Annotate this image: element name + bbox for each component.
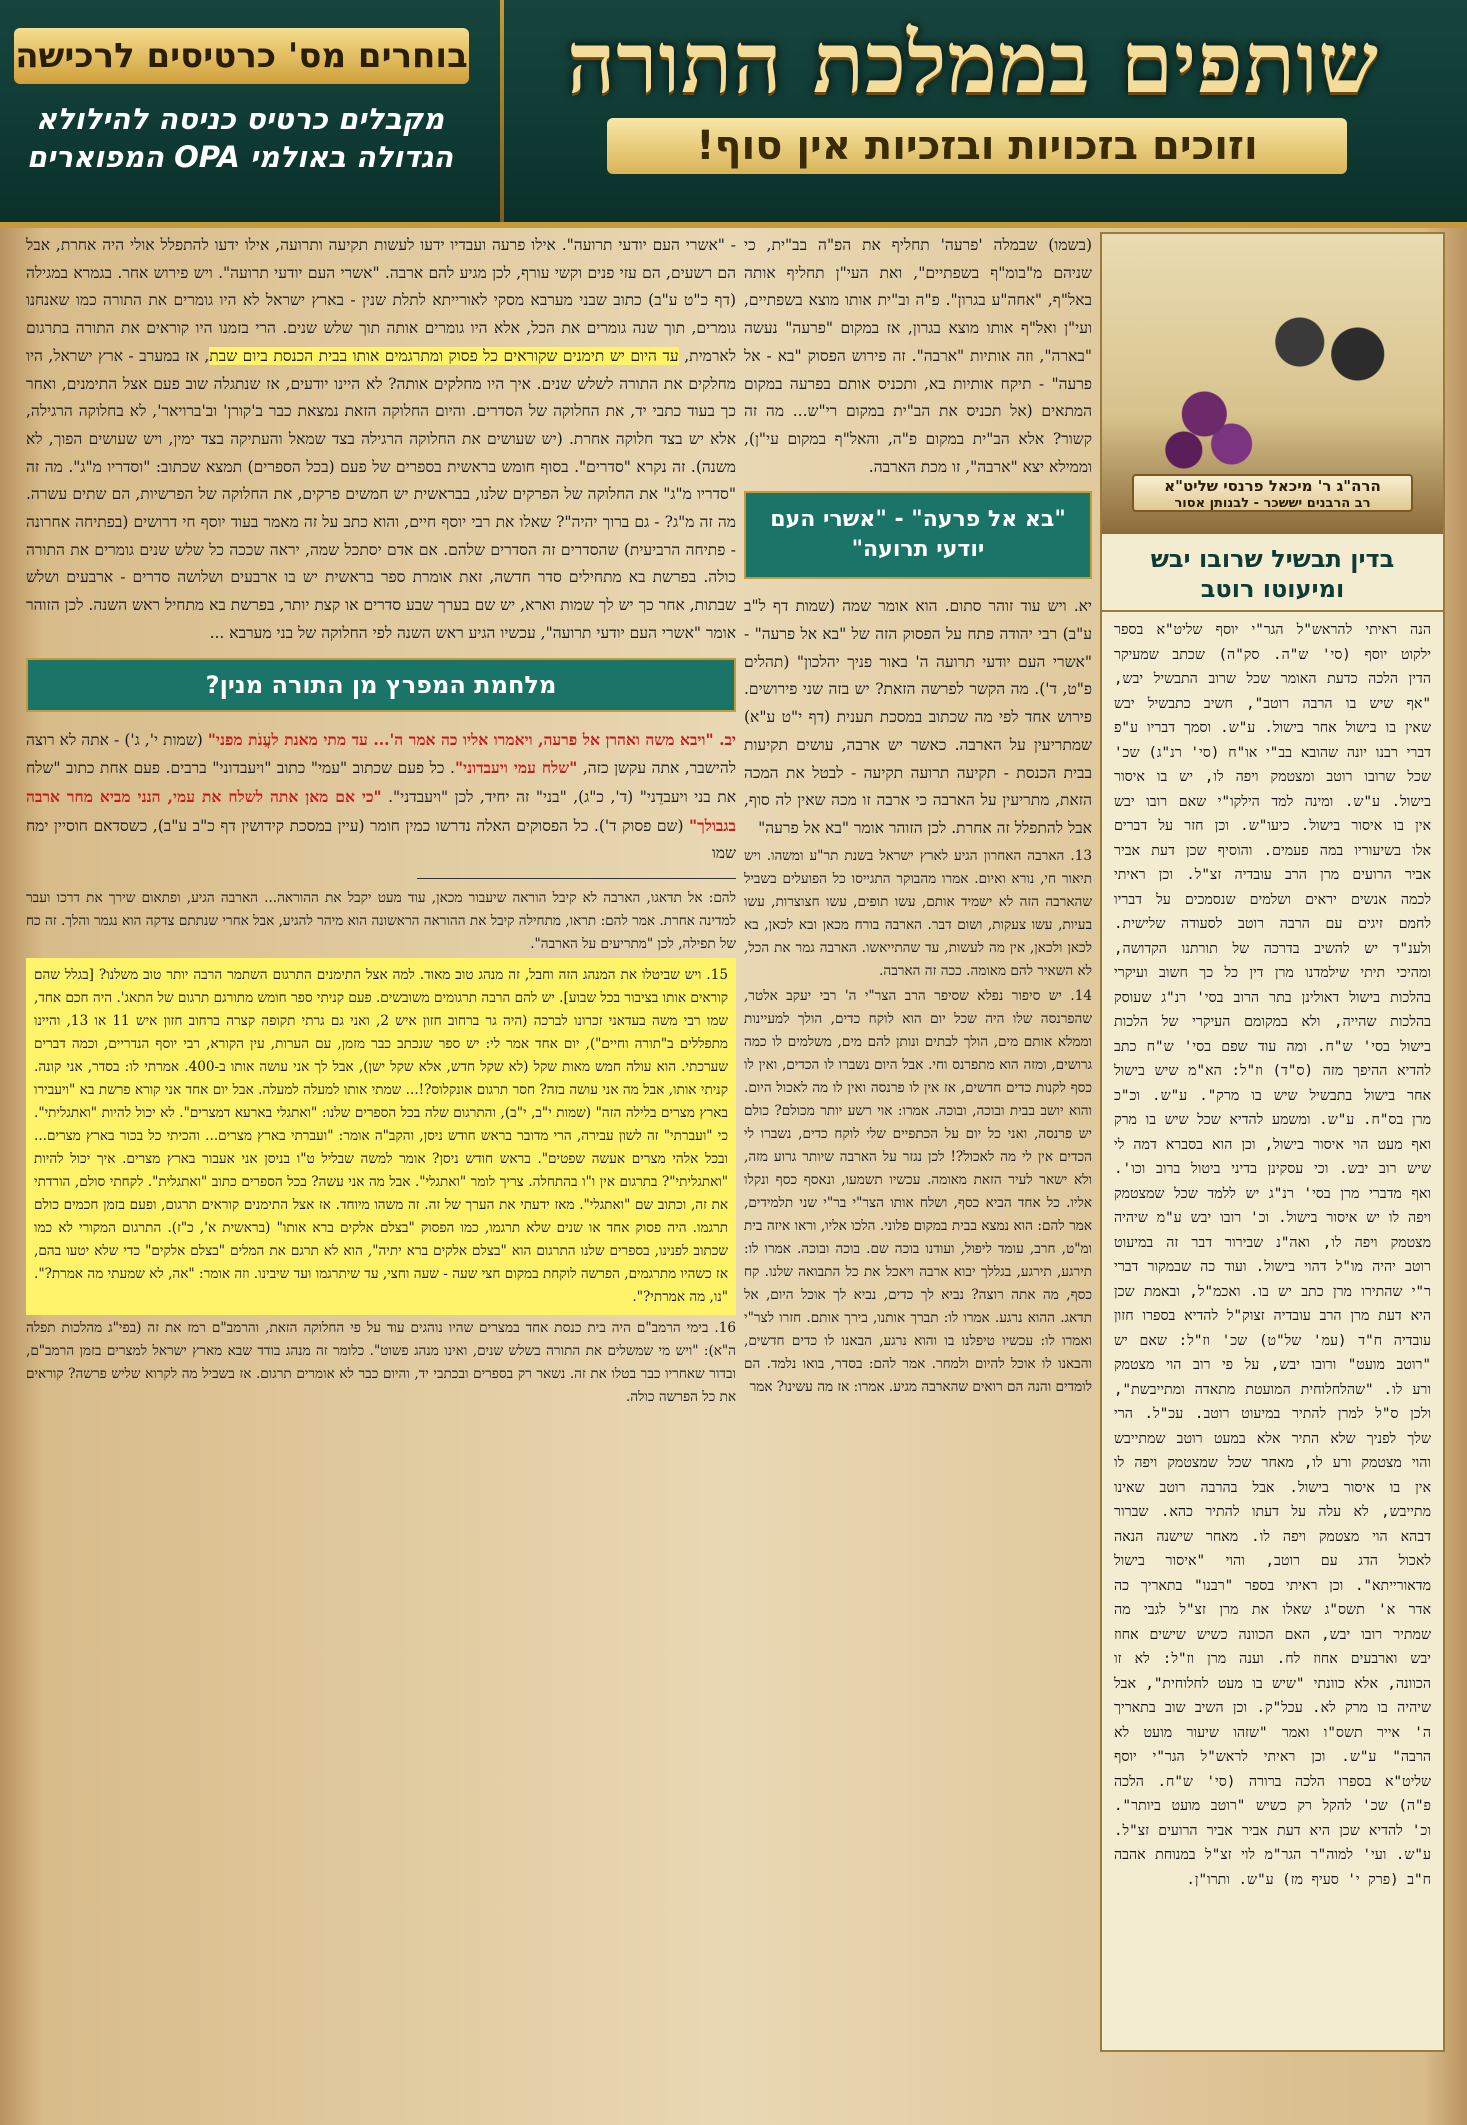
- sidebar-plaque-name: הרה"ג ר' מיכאל פרנסי שליט"א: [1164, 477, 1381, 495]
- sidebar-title: בדין תבשיל שרובו יבש ומיעוטו רוטב: [1102, 534, 1443, 612]
- left-p2-text: , אז במערב - ארץ ישראל, היו מחלקים את התורה לשלש שנים. איך היו מחלקים אותה? לא היינו יודעים, אז שנתגלה שוב פעם אצל התימנים, ואחר כך בעוד כתבי יד, את החלוקה של הסדרים. והיום החלוקה הזאת נמצאת כבר ב'קורן' וב'ברויאר', לא בחלוקה הרגילה, אלא יש בצד חלוקה אחרת. (יש שעושים את החלוקה הרגילה בצד שמאל והעתיקה בצד ימין, ויש שעושים הפוך, לא משנה). זה נקרא "סדרים". בסוף חומש בראשית בספרים של פעם (בכל הספרים) תמצא שכתוב: "וסדריו מ"ג". מה זה "סדריו מ"ג" את החלוקה של הפרקים שלנו, בבראשית יש חמשים פרקים, את החלוקה של הפרשיות, הם שתים עשרה. מה זה מ"ג? - גם ברוך יהיה"? שאלו את רבי יוסף חיים, והוא כתב על זה מאמר בעוד יוסף חי דרושים (בפתיחה אחרונה - פתיחה הרביעית) שהסדרים זה הסדרים שלהם. אם אדם יסתכל שמה, יראה שככה כל שלש שנים גומרים את התורה כולה. בפרשת בא מתחילים סדר חדשה, זאת אומרת ספר בראשית יש בו ארבעים ושלושה סדרים - ארבעים ושלש שבתות, אחר כך יש לך שמות וארא, יש שם בערך שבע סדרים או קצת יותר, בפרשת בא מתחיל ראש השנה. לכן הזוהר אומר "אשרי העם יודעי תרועה", עכשיו הגיע ראש השנה לפי החלוקה של בני מערבא ...: [26, 346, 736, 642]
- left-footnotes: [26, 887, 736, 1409]
- left-p1-highlight: עד היום יש תימנים שקוראים כל פסוק ומתרגמים אותו בבית הכנסת ביום שבת: [209, 346, 679, 365]
- banner-title: שותפים בממלכת התורה: [566, 13, 1380, 112]
- sidebar-plaque: [1132, 474, 1413, 512]
- left-column: [26, 232, 736, 2102]
- footnote-14: 14. יש סיפור נפלא שסיפר הרב הצר"י ה' רבי יעקב אלטר, שהפרנסה שלו היה שכל יום הוא לוקח כדים, הולך למעיינות וממלא אותם מים, הולך לבתים ונותן להם מים, משלמים לו כמה גרושים, ומזה הוא מתפרנס וחי. אבל היום נשברו לו הכדים, ואין לו כסף לקנות כדים חדשים, אז אין לו פרנסה ואין לו מה לאכול היום. והוא יושב בבית ובוכה, ובוכה. אמרו: אוי רשע יותר מכולם? כולם יש פרנסה, ואני כל יום על הכתפיים שלי לוקח כדים, נשברו לי הכדים אין לי מה לאכול?! לכן נגזר על הארבה שיותר גרוע מזה, ולא ישאר לעיר הזאת מאומה. עכשיו תשמעו, ונאסף כסף ונקלו אליו. כל אחד הביא כסף, ושלח אותו הצר"י בר"י שני תלמידים, אמר להם: הוא נמצא בבית במקום פלוני. הלכו אליו, וראו איזה בית ומ"ט, חרב, עומד ליפול, ועודנו בוכה שם. בוכה ובוכה. אמרו לו: תירגע, תירגע, בגללך יבוא ארבה ויאכל את כל התבואה שלנו. קח כסף, מה אתה רוצה? נביא לך כדים, נביא לך אוכל היום, אל תדאג. ההוא נרגע. אמרו לו: תברך אותנו, בירך אותם. חזרו לצר"י ואמרו לו: עכשיו טיפלנו בו והוא נרגע, הבאנו לו כדים חדשים, והבאנו לו אוכל להיום ולמחר. אמר להם: בסדר, בואו נלמד. הם לומדים והנה הם רואים שהארבה מגיע. אמרו: אז מה עשינו? אמר: [744, 987, 1092, 1395]
- sidebar-text: הנה ראיתי להראש"ל הגר"י יוסף שליט"א בספר ילקוט יוסף (סי' ש"ה. סק"ה) שכתב שמעיקר הדין הלכה כדעת האומר שכל שרוב התבשיל יבש, "אף שיש בו הרבה רוטב", חשיב כתבשיל יבש שאין בו בישול אחר בישול. ע"ש. וסמך דבריו ע"פ דברי רבנו יונה שהובא בב"י או"ח (סי' רנ"ג) שכ' שכל שרובו רוטב ומצטמק ויפה לו, יש בו איסור בישול. ע"ש. ומינה למד הילקו"י שאם רובו יבש אין בו איסור בישול. כיעו"ש. וכן חזר על דברים אלו בשיעוריו במה פעמים. והוסיף שכן דעת אביר אביר הרועים מרן הרב עובדיה זצ"ל. וכן ראיתי לכמה אנשים יראים ושלמים שנסמכים על דבריו לחמם זיגים עם הרבה רוטב לסעודה שלישית. ולענ"ד יש להשיב בדרכה של תורתנו הקדושה, ומהיכי תיתי שילמדנו מרן דין כל כך חשוב ועיקרי בהלכות בישול דאולינן בתר הרוב בסי' רנ"ג שעוסק בהלכות שהייה, ולא במקומם העיקרי של הלכות בישול בסי' ש"ח. ומה עוד שפם בסי' ש"ח כתב להדיא ההיפך מזה (ס"ד) וז"ל: הא"מ שיש בישול אחר בישול בתבשיל שיש בו מרק". ע"ש. וכ"כ מרן בס"ח. ע"ש. ומשמע להדיא שכל שיש בו מרק ואף מעט הוי איסור בישול, וכן הוא בסברא דמה לי שיש רוב יבש. וכי עסקינן בדיני ביטול ברוב וכו'. ואף מדברי מרן בסי' רנ"ג יש ללמד שכל שמצטמק ויפה לו יש איסור בישול. וכ' רובו יבש ע"מ שיהיה מצטמק ויפה לו, ואה"נ שבירור דבר זה במיעוט רוטב יהיה מו"ל דהוי בישול. ועוד כה שבמקור דברי ר"י שהתירו מרן כתב יש בו. ואכמ"ל, ובאמת שכן היא דעת מרן הרב עובדיה זצוק"ל להדיא בספרו חזון עובדיה ח"ד (עמ' של"ט) שכ' וז"ל: שאם יש "רוטב מועט" ורובו יבש, על פי רוב הוי מצטמק ורע לו. "שהלחלוחית המועטת מתאדה ומתייבשת", ולכן ס"ל למרן להתיר במיעוט רוטב. עכ"ל. הרי שלך לפניך שלא התיר אלא במעט רוטב שמתייבש והוי מצטמק ורע לו, מאחר שכל שמצטמק ויפה לו אין בו איסור בישול. אבל בהרבה רוטב שאינו מתייבש, לא עלה על דעתו להתיר כהא. שברור דבהא הוי מצטמק ויפה לו. מאחר שישנה הנאה לאכול הדג עם רוטב, והוי "איסור בישול מדאורייתא". וכן ראיתי בספר "רבנו" בתאריך כה אדר א' תשס"ג שאלו את מרן זצ"ל לגבי מה שמתיר רובו יבש, האם הכוונה כשיש שישים אחוז יבש וארבעים אחוז לח. וענה מרן וז"ל: לא זו הכוונה, אלא כוונתי "שיש בו מעט לחלוחית", אבל שיהיה בו מרק לא. עכל"ק. וכן השיב שוב בתאריך ה' אייר תשס"ו ואמר "שזהו שיעור מועט לא הרבה" ע"ש. וכן ראיתי לראש"ל הגר"י יוסף שליט"א בספרו הלכה ברורה (סי' ש"ח. הלכה פ"ה) שכ' להקל רק כשיש "רוטב מועט ביותר". וכ' להדיא שכן היא דעת אביר אביר הרועים זצ"ל. ע"ש. ועי' למוה"ר הגר"מ לוי זצ"ל במנוחת אהבה ח"ב (פרק י' סעיף מז) ע"ש. ותרו"ן.: [1114, 622, 1431, 1888]
- verse-1: יב. "ויבא משה ואהרן אל פרעה, ויאמרו אליו כה אמר ה'... עד מתי מאנת לעֲנֹת מפני": [207, 729, 736, 749]
- left-paragraph-12: [26, 726, 736, 869]
- left-p12-a: (שמות י', ג') - אתה לא רוצה להישבר, אתה עקשן כזה,: [26, 730, 736, 778]
- left-p12-c: (שם פסוק ד'). כל הפסוקים האלה נדרשו כמין חומר (עיין במסכת קידושין דף כ"ב ע"ב), כשסדאם חוסיין ימח שמו: [26, 816, 736, 863]
- footnote-13: 13. הארבה האחרון הגיע לארץ ישראל בשנת תר"ע ומשהו. ויש תיאור חי, נורא ואיום. אמרו מהבוקר התגייסו כל הפועלים בשביל שהארבה הזה לא ישמיד אותם, עשו תופים, עשו חצוצרות, עשו בעיות, עשו צעקות, ושום דבר. הארבה בורח מכאן ובא לכאן, בא לכאן ולכאן, אין מה לעשות, עד שהתייאשו. הארבה גמר את הכל, לא השאיר להם מאומה. ככה זה הארבה.: [744, 847, 1092, 979]
- verse-2: "שלח עמי ויעבדוני": [454, 758, 578, 778]
- banner-line-1: מקבלים כרטיס כניסה להילולא: [35, 102, 445, 136]
- middle-paragraph-11: יא. ויש עוד זוהר סתום. הוא אומר שמה (שמות דף ל"ב ע"ב) רבי יהודה פתח על הפסוק הזה של "בא אל פרעה" - "אשרי העם יודעי תרועה ה' באור פניך יהלכון" (תהלים פ"ט, ד'). מה הקשר לפרשה הזאת? יש בזה שני פירושים. פירוש אחד לפי מה שכתוב במסכת תענית (דף י"ט ע"א) שמתריעין על הארבה. כאשר יש ארבה, עושים תקיעות בבית הכנסת - תקיעה תרועה תקיעה - לבטל את המכה הזאת, מתריעין על הארבה כי ארבה זו מכה שאין לה סוף, אבל להתפלל זה אחרת. לכן הזוהר אומר "בא אל פרעה": [744, 597, 1092, 837]
- sidebar-illustration: [1102, 234, 1443, 534]
- left-heading: מלחמת המפרץ מן התורה מנין?: [26, 658, 736, 712]
- footnote-continuation: להם: אל תדאגו, הארבה לא קיבל הוראה שיעבור מכאן, עוד מעט יקבל את ההוראה... הארבה הגיע, ופתאום שירך את דרכו ועבר למדינה אחרת. אמר להם: תראו, מתחילה קיבל את ההוראה הראשונה הוא מיהר להגיע, אבל אחרי שנתתם צדקה הוא נגמר והלך. זה כח של תפילה, לכן "מתריעים על הארבה".: [26, 890, 737, 953]
- banner-divider: [500, 0, 504, 228]
- banner-badge: בוחרים מס' כרטיסים לרכישה: [14, 28, 469, 84]
- banner: [0, 0, 1467, 228]
- banner-line-2: הגדולה באולמי OPA המפוארים: [26, 140, 454, 174]
- verse-3: "כי אם מאן אתה לשלח את עמי, הנני מביא מחר ארבה בגבולך": [26, 786, 736, 835]
- left-p1-text: - "אשרי העם יודעי תרועה". אילו פרעה ועבדיו ידעו לעשות תקיעה ותרועה, אילו ידעו להתפלל אולי היה אחרת, אבל הם רשעים, הם עזי פנים וקשי עורף, לכן מגיע להם ארבה. "אשרי העם יודעי תרועה". ויש פירוש אחר. בגמרא במגילה (דף כ"ט ע"ב) כתוב שבני מערבא מסקי לאורייתא לתלת שנין - בארץ ישראל לא היו גומרים את התורה כמו שאנחנו גומרים, תוך שנה גומרים את הכל, אלא היו גומרים אותה תוך שלש שנים. הרי בזמנו היו קוראים את התורה בתרגום לארמית,: [26, 236, 736, 365]
- middle-intro: (בשמו) שבמלה 'פרעה' תחליף את הפ"ה בב"ית, כי שניהם מ"בומ"ף בשפתיים", ואת העי"ן תחליף אותה באל"ף, "אחה"ע בגרון". פ"ה וב"ית אותו מוצא בשפתיים, ועי"ן ואל"ף אותו מוצא בגרון, אז במקום "פרעה" נעשה "בארה", וזה אותיות "ארבה". זה פירוש הפסוק "בא - אל פרעה" - תיקח אותיות בא, ותכניס אותם בפרעה במקום המתאים (אל תכניס את הב"ית במקום רי"ש... מה זה קשור? אלא הב"ית במקום פ"ה, והאל"ף במקום עי"ן), וממילא יצא "ארבה", זו מכת הארבה.: [744, 236, 1092, 476]
- banner-subtitle: וזוכים בזכויות ובזכיות אין סוף!: [607, 118, 1347, 174]
- left-paragraph-1: [26, 232, 736, 648]
- left-p12-b: . כל פעם שכתוב "עמי" כתוב "ויעבדוני" ברבים. פעם אחת כתוב "שלח את בני ויעבדֵני" (ד', כ"ג), "בני" זה יחיד, לכן "ויעבדני".: [26, 759, 736, 806]
- sidebar: [1100, 232, 1445, 2052]
- middle-column: [744, 232, 1092, 2102]
- footnote-rule: [417, 878, 737, 879]
- middle-footnotes: [744, 845, 1092, 1399]
- middle-heading: "בא אל פרעה" - "אשרי העם יודעי תרועה": [744, 491, 1092, 579]
- sidebar-plaque-sub: רב הרבנים יששכר - לבנותן אסור: [1174, 496, 1371, 511]
- banner-lines: [20, 100, 460, 176]
- footnote-16: 16. בימי הרמב"ם היה בית כנסת אחד במצרים שהיו נוהגים עוד על פי החלוקה הזאת, והרמב"ם רמז את זה (בפי"ג מהלכות תפלה ה"א): "ויש מי שמשלים את התורה בשלש שנים, ואינו מנהג פשוט". כלומר זה מנהג בודד שבא מארץ ישראל למצרים בזמן הרמב"ם, ובדור שאחריו כבר בטלו את זה. נשאר רק בספרים ובכתבי יד, והיום כבר לא אומרים תרגום. אז בשביל מה לקרוא שליש פרשה? קוראים את כל הפרשה כולה.: [26, 1320, 736, 1406]
- footnote-15: 15. ויש שביטלו את המנהג הזה וחבל, זה מנהג טוב מאוד. למה אצל התימנים התרגום השתמר הרבה יותר טוב משלנו? [בגלל שהם קוראים אותו בציבור בכל שבוע]. יש להם הרבה תרגומים משובשים. פעם קניתי ספר חומש מתורגם תרגום של התאג'. היה חכם אחד, שמו רבי משה בעדאני זכרונו לברכה (היה גר ברחוב חזון איש 2, ואני גם גרתי תקופה קצרה ברחוב חזון איש 11 או 13, והיינו מתפללים ב"תורה וחיים"), יום אחד אמר לי: יש ספר שנכתב כבר מזמן, עם הערות, עין הקורא, רבי יוסף הנדריים, וכמה דברים שערכתי. הוא עולה חמש מאות שקל (לא שקל חדש, אלא שקל ישן), אבל לך אני עושה אותו ב-400. אמרתי לו: בסדר, אני קונה. קניתי אותו, אבל מה אני עושה בזה? חסר תרגום אונקלוס?!... שמתי אותו למעלה למעלה. אבל יום אחד אני קורא פרשת בא "ויעבירו בארץ מצרים בלילה הזה" (שמות י"ב, י"ב), והתרגום שלה בכל הספרים שלנו: "ואתגלי בארעא דמצרים". לא יכול להיות "ואתגליתי". כי "ועברתי" זה לשון עבירה, הרי מדובר בראש חודש ניסן, והקב"ה אומר: "ועברתי בארץ מצרים... והכיתי כל בכור בארץ מצרים... ובכל אלהי מצרים אעשה שפטים". בראש חודש ניסן? אומר למשה שבליל ט"ו בניסן אני אעבור בארץ מצרים. איך יכול להיות "ואתגליתי"? בתרגום אין ו"ו בהתחלה. צריך לומר "ואתגלי". אבל מה אני עשה? בכל הספרים כתוב "ואתגלית". לקחתי סולם, הורדתי את זה, וכתוב שם "ואתגלי". מאז ידעתי את הערך של זה. זה משהו מיוחד. אז אצל התימנים קוראים תרגום, ופעם בזמן חכמים כולם תרגמו. היה פסוק אחד או שנים שלא תרגמו, כמו הפסוק "בצלם אלקים ברא אותו" (בראשית א', כ"ז). התרגום המקורי לא כמו שכתוב לפנינו, בספרים שלנו התרגום הוא "בצלם אלקים ברא יתיה", הוא לא תרגם את המלים "בצלם אלקים" כדי שלא יטעו בהם, אז כשהיו מתרגמים, הפרשה לוקחת במקום חצי שעה - שעה וחצי, עד שיתרגמו ועד שיבינו. וזה אומר: "אה, לא שמעתי מה אמרת?". "נו, מה אמרתי?".: [26, 958, 736, 1315]
